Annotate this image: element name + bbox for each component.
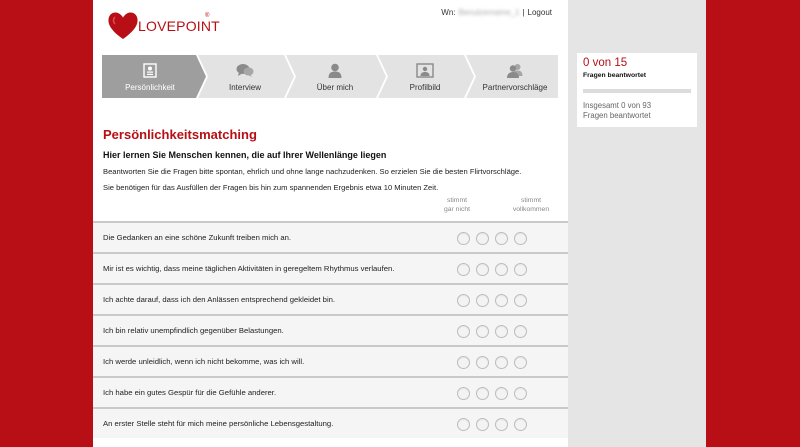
answer-radio-3[interactable] (495, 294, 508, 307)
scale-label-line: vollkommen (512, 206, 550, 213)
answer-scale (457, 232, 527, 245)
step-ueber-mich[interactable] (292, 55, 378, 98)
scale-label-disagree (443, 196, 471, 214)
progress-bar (583, 89, 691, 93)
answer-radio-2[interactable] (476, 418, 489, 431)
progress-steps (102, 55, 558, 98)
step-persoenlichkeit[interactable] (102, 55, 198, 98)
profile-card-icon (143, 63, 157, 78)
scale-label-agree (511, 196, 551, 214)
answer-scale (457, 418, 527, 431)
answer-scale (457, 294, 527, 307)
step-label: Profilbild (409, 83, 441, 92)
logo-registered-mark: ® (205, 13, 210, 19)
section-subtitle: Hier lernen Sie Menschen kennen, die auf Ihrer Wellenlänge liegen (103, 150, 387, 160)
heart-logo-icon (106, 8, 140, 42)
answer-radio-1[interactable] (457, 294, 470, 307)
answer-scale (457, 325, 527, 338)
question-text: Die Gedanken an eine schöne Zukunft treiben mich an. (103, 233, 292, 242)
answer-radio-3[interactable] (495, 387, 508, 400)
step-label: Persönlichkeit (125, 83, 175, 92)
total-answered-line: Fragen beantwortet (583, 111, 651, 120)
question-text: Ich werde unleidlich, wenn ich nicht bekomme, was ich will. (103, 357, 305, 366)
question-text: Mir ist es wichtig, dass meine täglichen Aktivitäten in geregeltem Rhythmus verlaufen. (103, 264, 395, 273)
progress-card (577, 53, 697, 127)
answered-count-label: Fragen beantwortet (583, 72, 647, 79)
sidebar (568, 0, 706, 447)
answer-radio-4[interactable] (514, 356, 527, 369)
answer-radio-3[interactable] (495, 232, 508, 245)
main-panel (93, 0, 568, 447)
user-bar (441, 8, 552, 17)
step-interview[interactable] (202, 55, 288, 98)
person-icon (328, 63, 342, 78)
separator: | (522, 8, 525, 17)
question-text: Ich bin relativ unempfindlich gegenüber Belastungen. (103, 326, 284, 335)
answer-radio-4[interactable] (514, 387, 527, 400)
logout-link[interactable]: Logout (527, 8, 552, 17)
answer-radio-2[interactable] (476, 325, 489, 338)
question-row (93, 345, 568, 376)
question-row (93, 252, 568, 283)
answer-radio-4[interactable] (514, 325, 527, 338)
step-label: Über mich (316, 83, 354, 92)
answer-radio-4[interactable] (514, 263, 527, 276)
answer-radio-1[interactable] (457, 232, 470, 245)
question-row (93, 314, 568, 345)
answer-radio-2[interactable] (476, 263, 489, 276)
answer-scale (457, 356, 527, 369)
step-profilbild[interactable] (382, 55, 468, 98)
total-answered (583, 101, 693, 121)
picture-icon (416, 63, 434, 78)
answer-radio-4[interactable] (514, 232, 527, 245)
scale-label-line: stimmt (446, 197, 467, 204)
total-answered-line: Insgesamt 0 von 93 (583, 101, 652, 110)
answer-radio-3[interactable] (495, 418, 508, 431)
question-row (93, 221, 568, 252)
answer-radio-2[interactable] (476, 356, 489, 369)
user-prefix: Wn: (441, 8, 456, 17)
question-row (93, 376, 568, 407)
question-text: Ich habe ein gutes Gespür für die Gefühle anderer. (103, 388, 277, 397)
speech-bubbles-icon (236, 63, 254, 78)
question-row (93, 283, 568, 314)
answer-scale (457, 387, 527, 400)
answer-radio-3[interactable] (495, 356, 508, 369)
answer-radio-1[interactable] (457, 418, 470, 431)
duration-text: Sie benötigen für das Ausfüllen der Fragen bis hin zum spannenden Ergebnis etwa 10 Minuten Zeit. (103, 183, 439, 192)
user-name: Benutzername_1 (458, 8, 520, 17)
page-title: Persönlichkeitsmatching (103, 127, 257, 142)
instruction-text: Beantworten Sie die Fragen bitte spontan, ehrlich und ohne lange nachzudenken. So erzielen Sie die besten Flirtvorschläge. (103, 167, 522, 176)
scale-label-line: stimmt (520, 197, 541, 204)
answer-radio-1[interactable] (457, 387, 470, 400)
answer-radio-2[interactable] (476, 387, 489, 400)
question-text: An erster Stelle steht für mich meine persönliche Lebensgestaltung. (103, 419, 334, 428)
answer-scale (457, 263, 527, 276)
scale-label-line: gar nicht (443, 206, 471, 213)
answer-radio-4[interactable] (514, 294, 527, 307)
answer-radio-3[interactable] (495, 263, 508, 276)
answer-radio-4[interactable] (514, 418, 527, 431)
step-label: Partnervorschläge (482, 83, 548, 92)
people-icon (506, 63, 524, 78)
answer-radio-2[interactable] (476, 294, 489, 307)
step-partnervorschlaege[interactable] (472, 55, 558, 98)
lovepoint-logo[interactable] (106, 8, 220, 42)
answered-count: 0 von 15 (583, 57, 628, 69)
question-list (93, 221, 568, 438)
answer-radio-1[interactable] (457, 356, 470, 369)
answer-radio-1[interactable] (457, 325, 470, 338)
answer-radio-2[interactable] (476, 232, 489, 245)
question-text: Ich achte darauf, dass ich den Anlässen entsprechend gekleidet bin. (103, 295, 336, 304)
question-row (93, 407, 568, 438)
step-label: Interview (228, 83, 261, 92)
answer-radio-3[interactable] (495, 325, 508, 338)
answer-radio-1[interactable] (457, 263, 470, 276)
logo-text: LOVEPOINT (138, 18, 220, 34)
